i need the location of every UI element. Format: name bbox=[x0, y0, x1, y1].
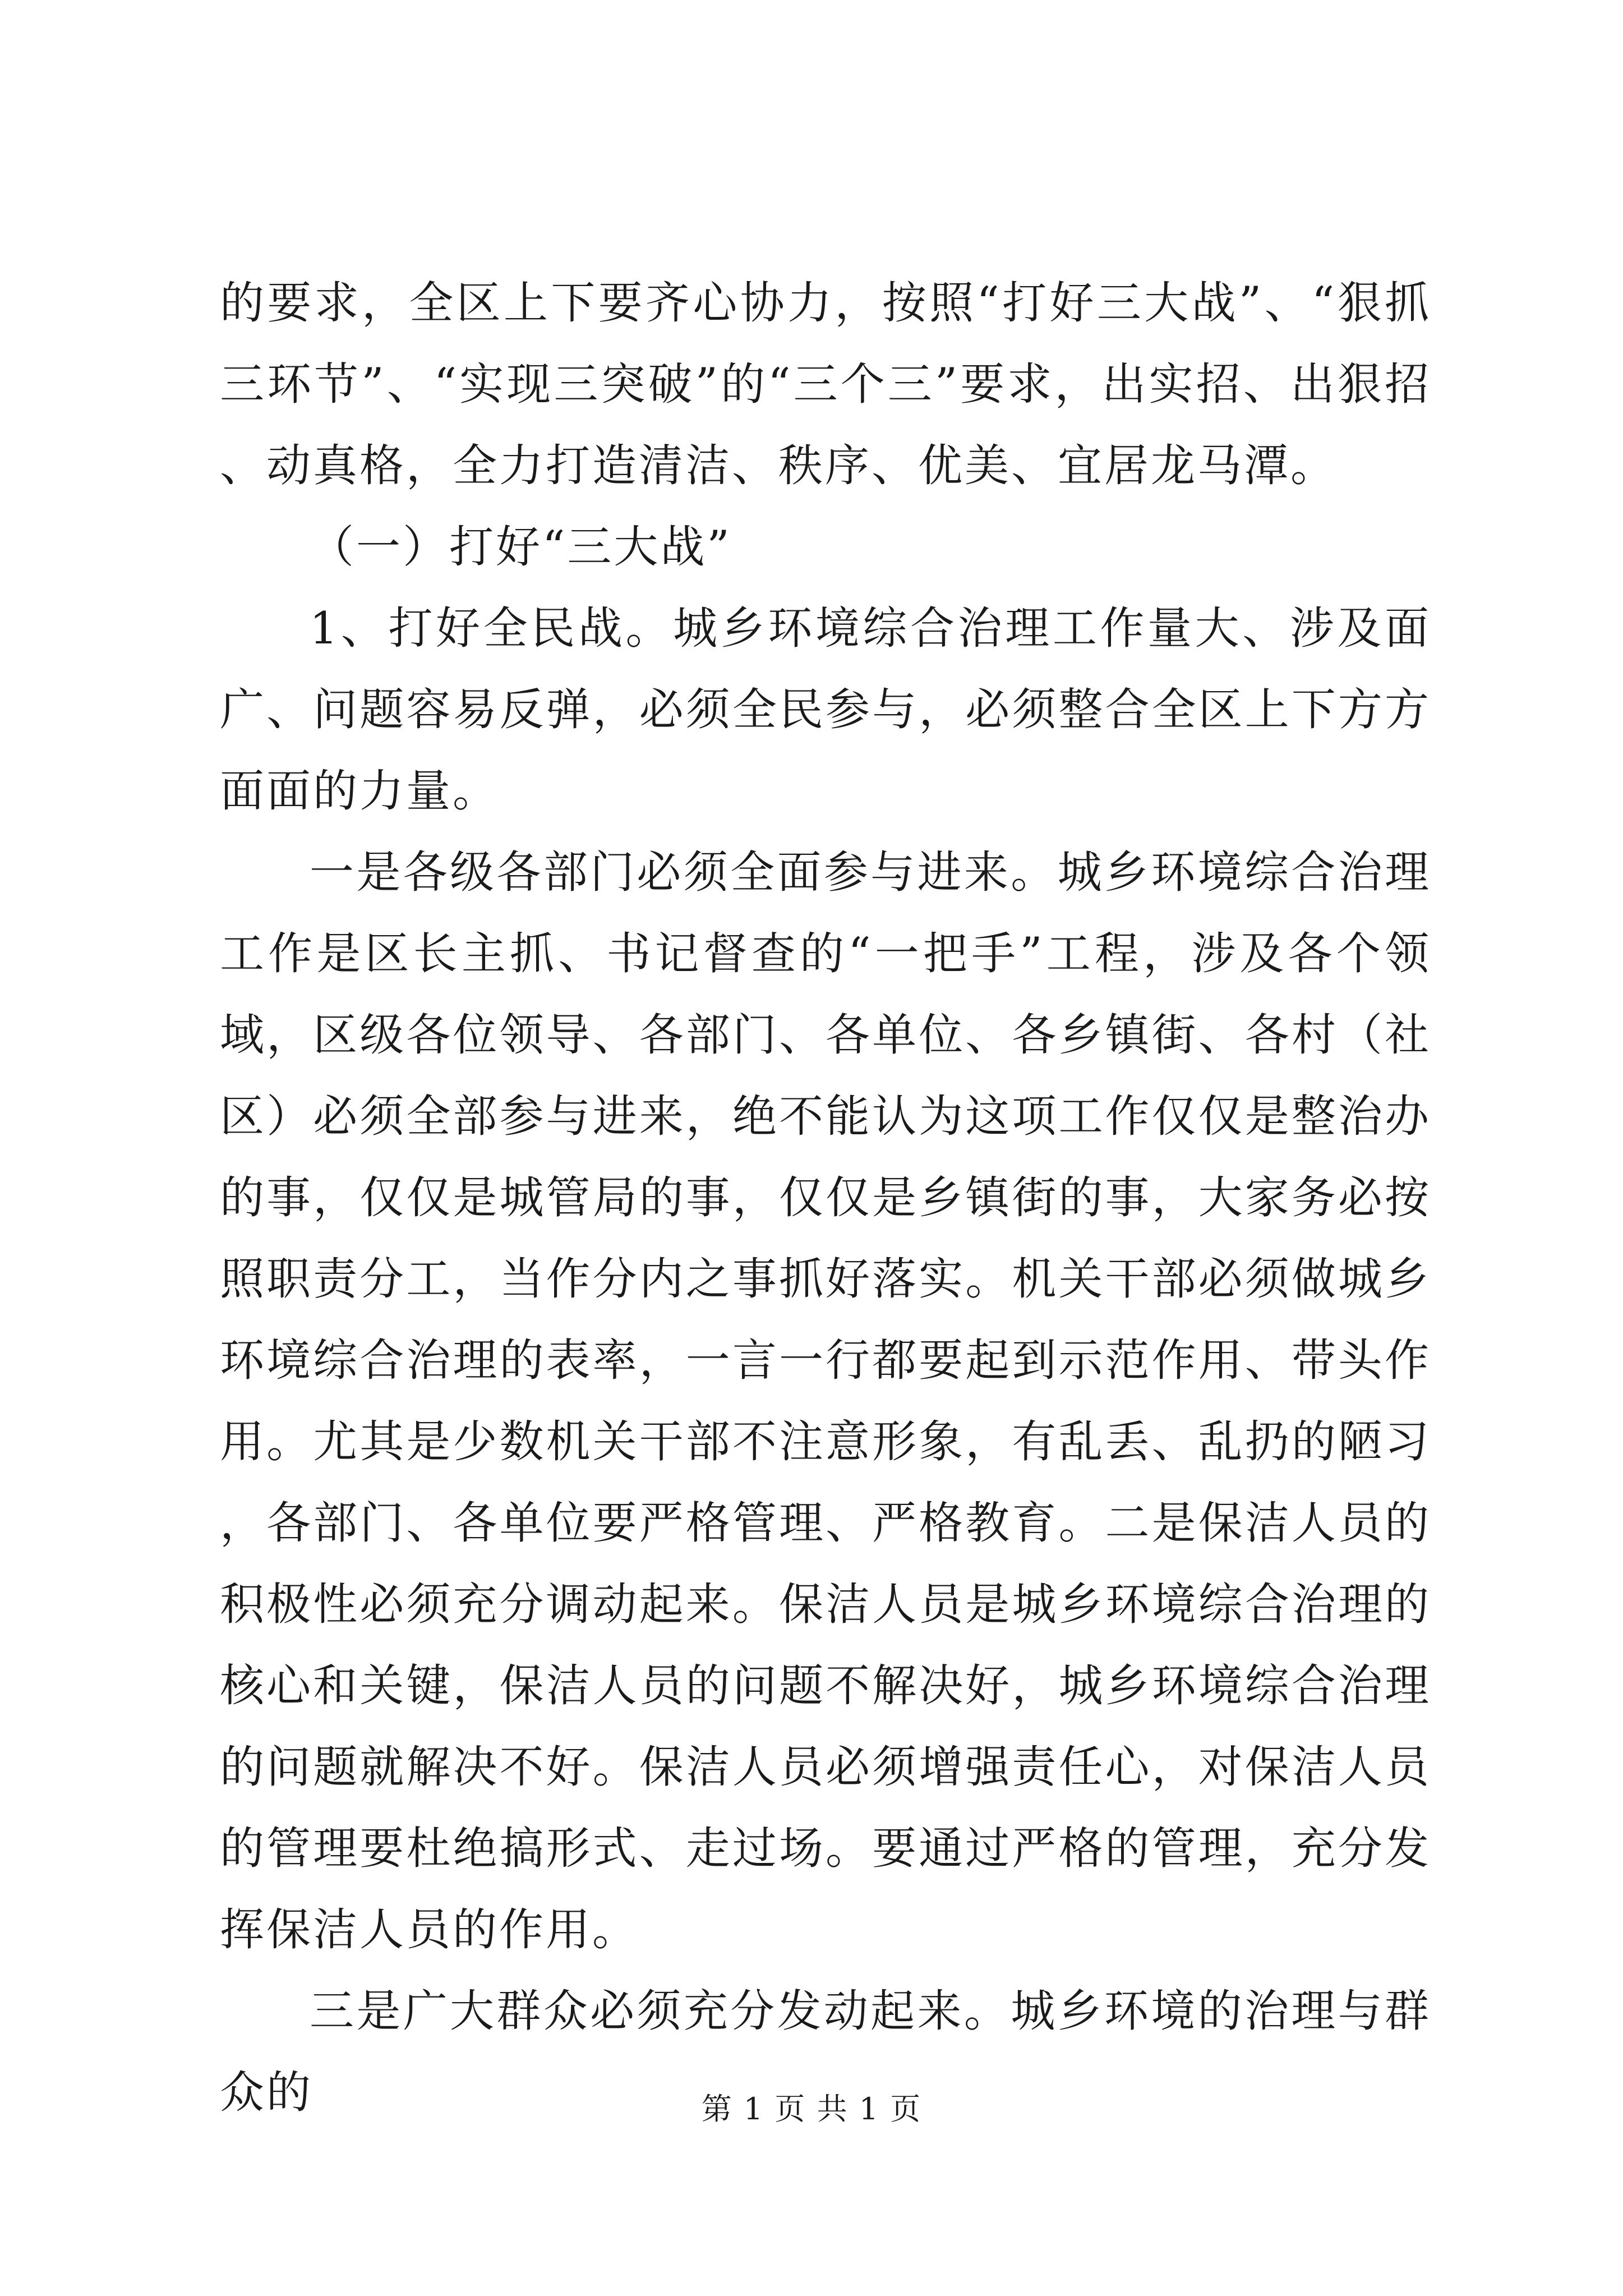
paragraph-continuation: 的要求，全区上下要齐心协力，按照“打好三大战”、“狠抓三环节”、“实现三突破”的“三个三”要求，出实招、出狠招、动真格，全力打造清洁、秩序、优美、宜居龙马潭。 bbox=[220, 277, 1431, 491]
paragraph-departments-participate: 一是各级各部门必须全面参与进来。城乡环境综合治理工作是区长主抓、书记督查的“一把手”工程，涉及各个领域，区级各位领导、各部门、各单位、各乡镇街、各村（社区）必须全部参与进来，绝不能认为这项工作仅仅是整治办的事，仅仅是城管局的事，仅仅是乡镇街的事，大家务必按照职责分工，当作分内之事抓好落实。机关干部必须做城乡环境综合治理的表率，一言一行都要起到示范作用、带头作用。尤其是少数机关干部不注意形象，有乱丢、乱扔的陋习，各部门、各单位要严格管理、严格教育。二是保洁人员的积极性必须充分调动起来。保洁人员是城乡环境综合治理的核心和关键，保洁人员的问题不解决好，城乡环境综合治理的问题就解决不好。保洁人员必须增强责任心，对保洁人员的管理要杜绝搞形式、走过场。要通过严格的管理，充分发挥保洁人员的作用。 bbox=[220, 846, 1431, 1955]
paragraph-mobilize-masses: 三是广大群众必须充分发动起来。城乡环境的治理与群众的 bbox=[220, 1985, 1431, 2118]
page-footer: 第 1 页 共 1 页 bbox=[701, 2091, 922, 2127]
paragraph-all-people-battle: 1、打好全民战。城乡环境综合治理工作量大、涉及面广、问题容易反弹，必须全民参与，必须整合全区上下方方面面的力量。 bbox=[220, 602, 1431, 817]
section-heading: （一）打好“三大战” bbox=[310, 521, 732, 573]
document-body bbox=[220, 263, 1431, 2133]
